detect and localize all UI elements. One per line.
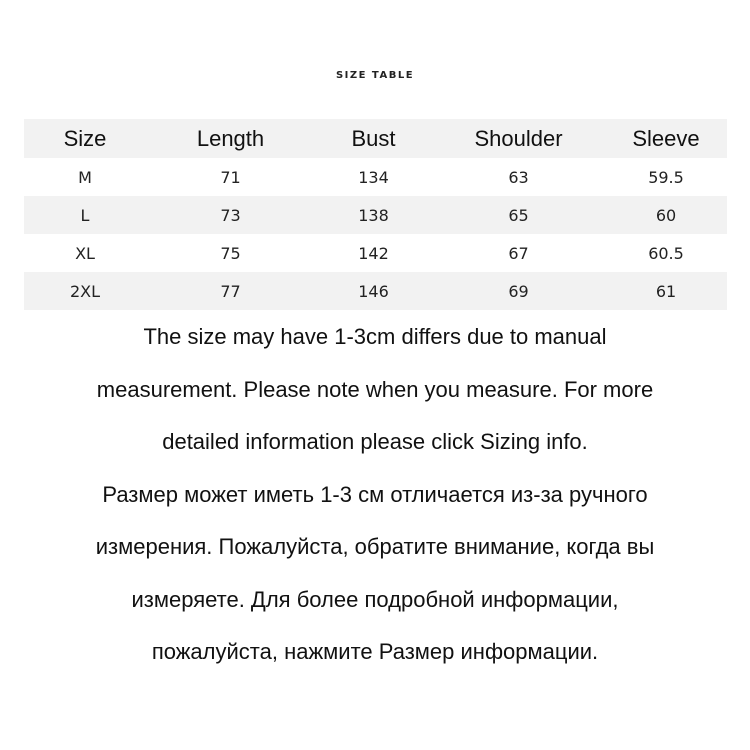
note-line-ru-4: пожалуйста, нажмите Размер информации.	[151, 639, 599, 664]
header-sleeve: Sleeve	[632, 125, 700, 151]
size-table-title: SIZE TABLE	[335, 70, 415, 81]
header-size: Size	[63, 125, 107, 151]
header-shoulder: Shoulder	[474, 125, 563, 151]
table-cell: 60	[655, 205, 677, 225]
note-line-en-3: detailed information please click Sizing info.	[162, 429, 588, 454]
table-row	[24, 158, 727, 196]
table-header-row	[24, 119, 727, 158]
table-cell: 69	[508, 281, 529, 301]
header-bust: Bust	[351, 125, 396, 151]
table-cell: 2XL	[69, 281, 101, 301]
table-cell: 60.5	[648, 243, 684, 263]
note-line-ru-2: измерения. Пожалуйста, обратите внимание, когда вы	[95, 534, 655, 559]
note-line-ru-1: Размер может иметь 1-3 см отличается из-за ручного	[102, 481, 648, 507]
table-cell: 146	[358, 281, 389, 301]
table-cell: 67	[508, 243, 529, 263]
table-cell: 73	[220, 205, 241, 225]
table-cell: M	[78, 167, 92, 187]
table-cell: L	[80, 205, 90, 225]
table-row	[24, 272, 727, 310]
table-cell: 65	[508, 205, 529, 225]
note-line-en-1: The size may have 1-3cm differs due to manual	[143, 324, 607, 349]
table-row	[24, 234, 727, 272]
table-cell: 75	[220, 243, 241, 263]
table-cell: 134	[358, 167, 389, 187]
table-row	[24, 196, 727, 234]
size-table	[24, 119, 727, 310]
header-length: Length	[196, 125, 265, 151]
table-cell: 61	[655, 281, 677, 301]
table-cell: 63	[508, 167, 529, 187]
table-cell: 59.5	[648, 167, 684, 187]
size-note	[0, 311, 750, 679]
table-cell: 138	[358, 205, 389, 225]
table-cell: 142	[358, 243, 389, 263]
note-line-ru-3: измеряете. Для более подробной информации,	[131, 586, 619, 612]
table-cell: 71	[220, 167, 241, 187]
table-cell: 77	[220, 281, 241, 301]
note-line-en-2: measurement. Please note when you measure. For more	[96, 376, 654, 402]
table-cell: XL	[75, 243, 95, 263]
